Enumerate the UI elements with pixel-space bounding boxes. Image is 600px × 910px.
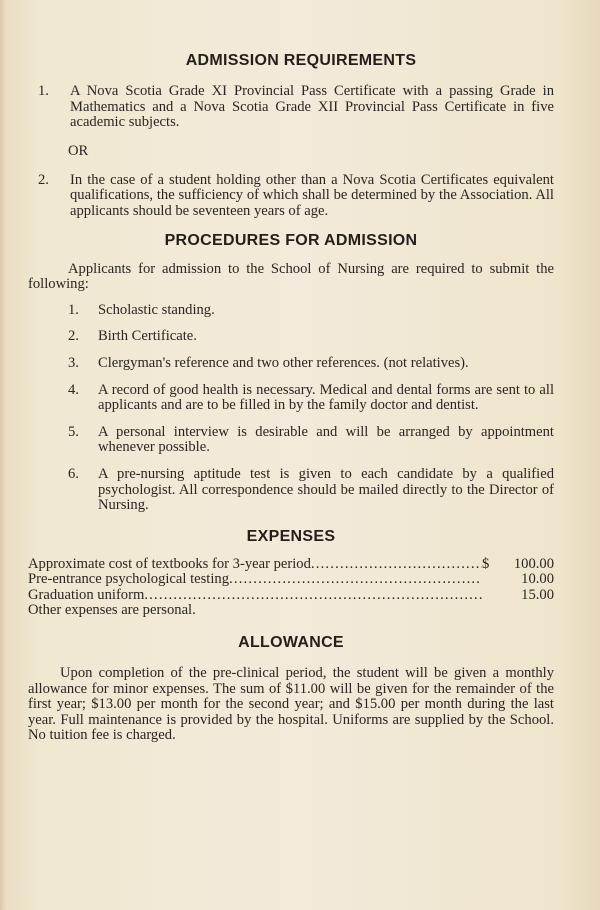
leader-dots <box>144 588 482 604</box>
admission-requirements-heading: ADMISSION REQUIREMENTS <box>185 52 417 69</box>
list-item-number: 6. <box>68 465 79 482</box>
requirement-2 <box>28 173 554 220</box>
requirement-text: A Nova Scotia Grade XI Provincial Pass Certificate with a passing Grade in Mathematics and a Nova Scotia Grade XII Provincial Pass Certificate in five academic subjects. <box>70 83 554 131</box>
or-separator: OR <box>68 142 89 159</box>
list-item-number: 1. <box>68 301 79 318</box>
list-item <box>28 467 554 514</box>
requirement-text: In the case of a student holding other than a Nova Scotia Certificates equivalent qualifications, the sufficiency of which shall be determined by the Association. All applicants should be seventeen years of age. <box>70 171 554 219</box>
list-item <box>28 356 554 372</box>
expense-amount: 15.00 <box>521 586 554 603</box>
expense-row <box>28 572 554 588</box>
list-item-text: A personal interview is desirable and will be arranged by appointment whenever possible. <box>98 423 554 456</box>
requirement-number: 2. <box>38 171 49 188</box>
requirement-number: 1. <box>38 83 49 99</box>
expense-label: Approximate cost of textbooks for 3-year period <box>28 555 311 572</box>
list-item <box>28 383 554 414</box>
procedures-intro: Applicants for admission to the School of Nursing are required to submit the following: <box>28 260 554 293</box>
list-item-text: A record of good health is necessary. Medical and dental forms are sent to all applicants and are to be filled in by the family doctor and dentist. <box>98 381 554 414</box>
list-item-text: A pre-nursing aptitude test is given to each candidate by a qualified psychologist. All correspondence should be mailed directly to the Director of Nursing. <box>98 465 554 514</box>
list-item <box>28 329 554 345</box>
expenses-table <box>28 557 554 619</box>
expense-amount: 10.00 <box>521 571 554 588</box>
leader-dots <box>311 557 482 573</box>
list-item-number: 2. <box>68 328 79 345</box>
list-item-number: 5. <box>68 423 79 440</box>
expense-row <box>28 557 554 573</box>
requirement-1 <box>28 84 554 131</box>
procedures-list <box>28 303 554 514</box>
expense-row <box>28 588 554 604</box>
expenses-note: Other expenses are personal. <box>28 602 196 619</box>
list-item-number: 3. <box>68 354 79 371</box>
leader-dots <box>229 572 482 588</box>
list-item-text: Birth Certificate. <box>98 328 197 345</box>
list-item-text: Scholastic standing. <box>98 301 215 318</box>
expenses-heading: EXPENSES <box>246 527 336 545</box>
allowance-paragraph: Upon completion of the pre-clinical period, the student will be given a monthly allowance for minor expenses. The sum of $11.00 will be given for the remainder of the first year; $13.00 per month for the second year; and $15.00 per month during the last year. Full maintenance is provided by the hospital. Uniforms are supplied by the School. No tuition fee is charged. <box>28 665 554 744</box>
expense-currency: $ <box>482 555 490 572</box>
list-item <box>28 303 554 319</box>
allowance-heading: ALLOWANCE <box>238 634 344 652</box>
list-item-text: Clergyman's reference and two other references. (not relatives). <box>98 354 469 371</box>
expense-label: Graduation uniform <box>28 586 145 603</box>
list-item <box>28 425 554 456</box>
expense-amount: 100.00 <box>513 555 554 572</box>
procedures-heading: PROCEDURES FOR ADMISSION <box>164 231 418 249</box>
list-item-number: 4. <box>68 381 79 398</box>
expense-label: Pre-entrance psychological testing <box>28 571 229 588</box>
